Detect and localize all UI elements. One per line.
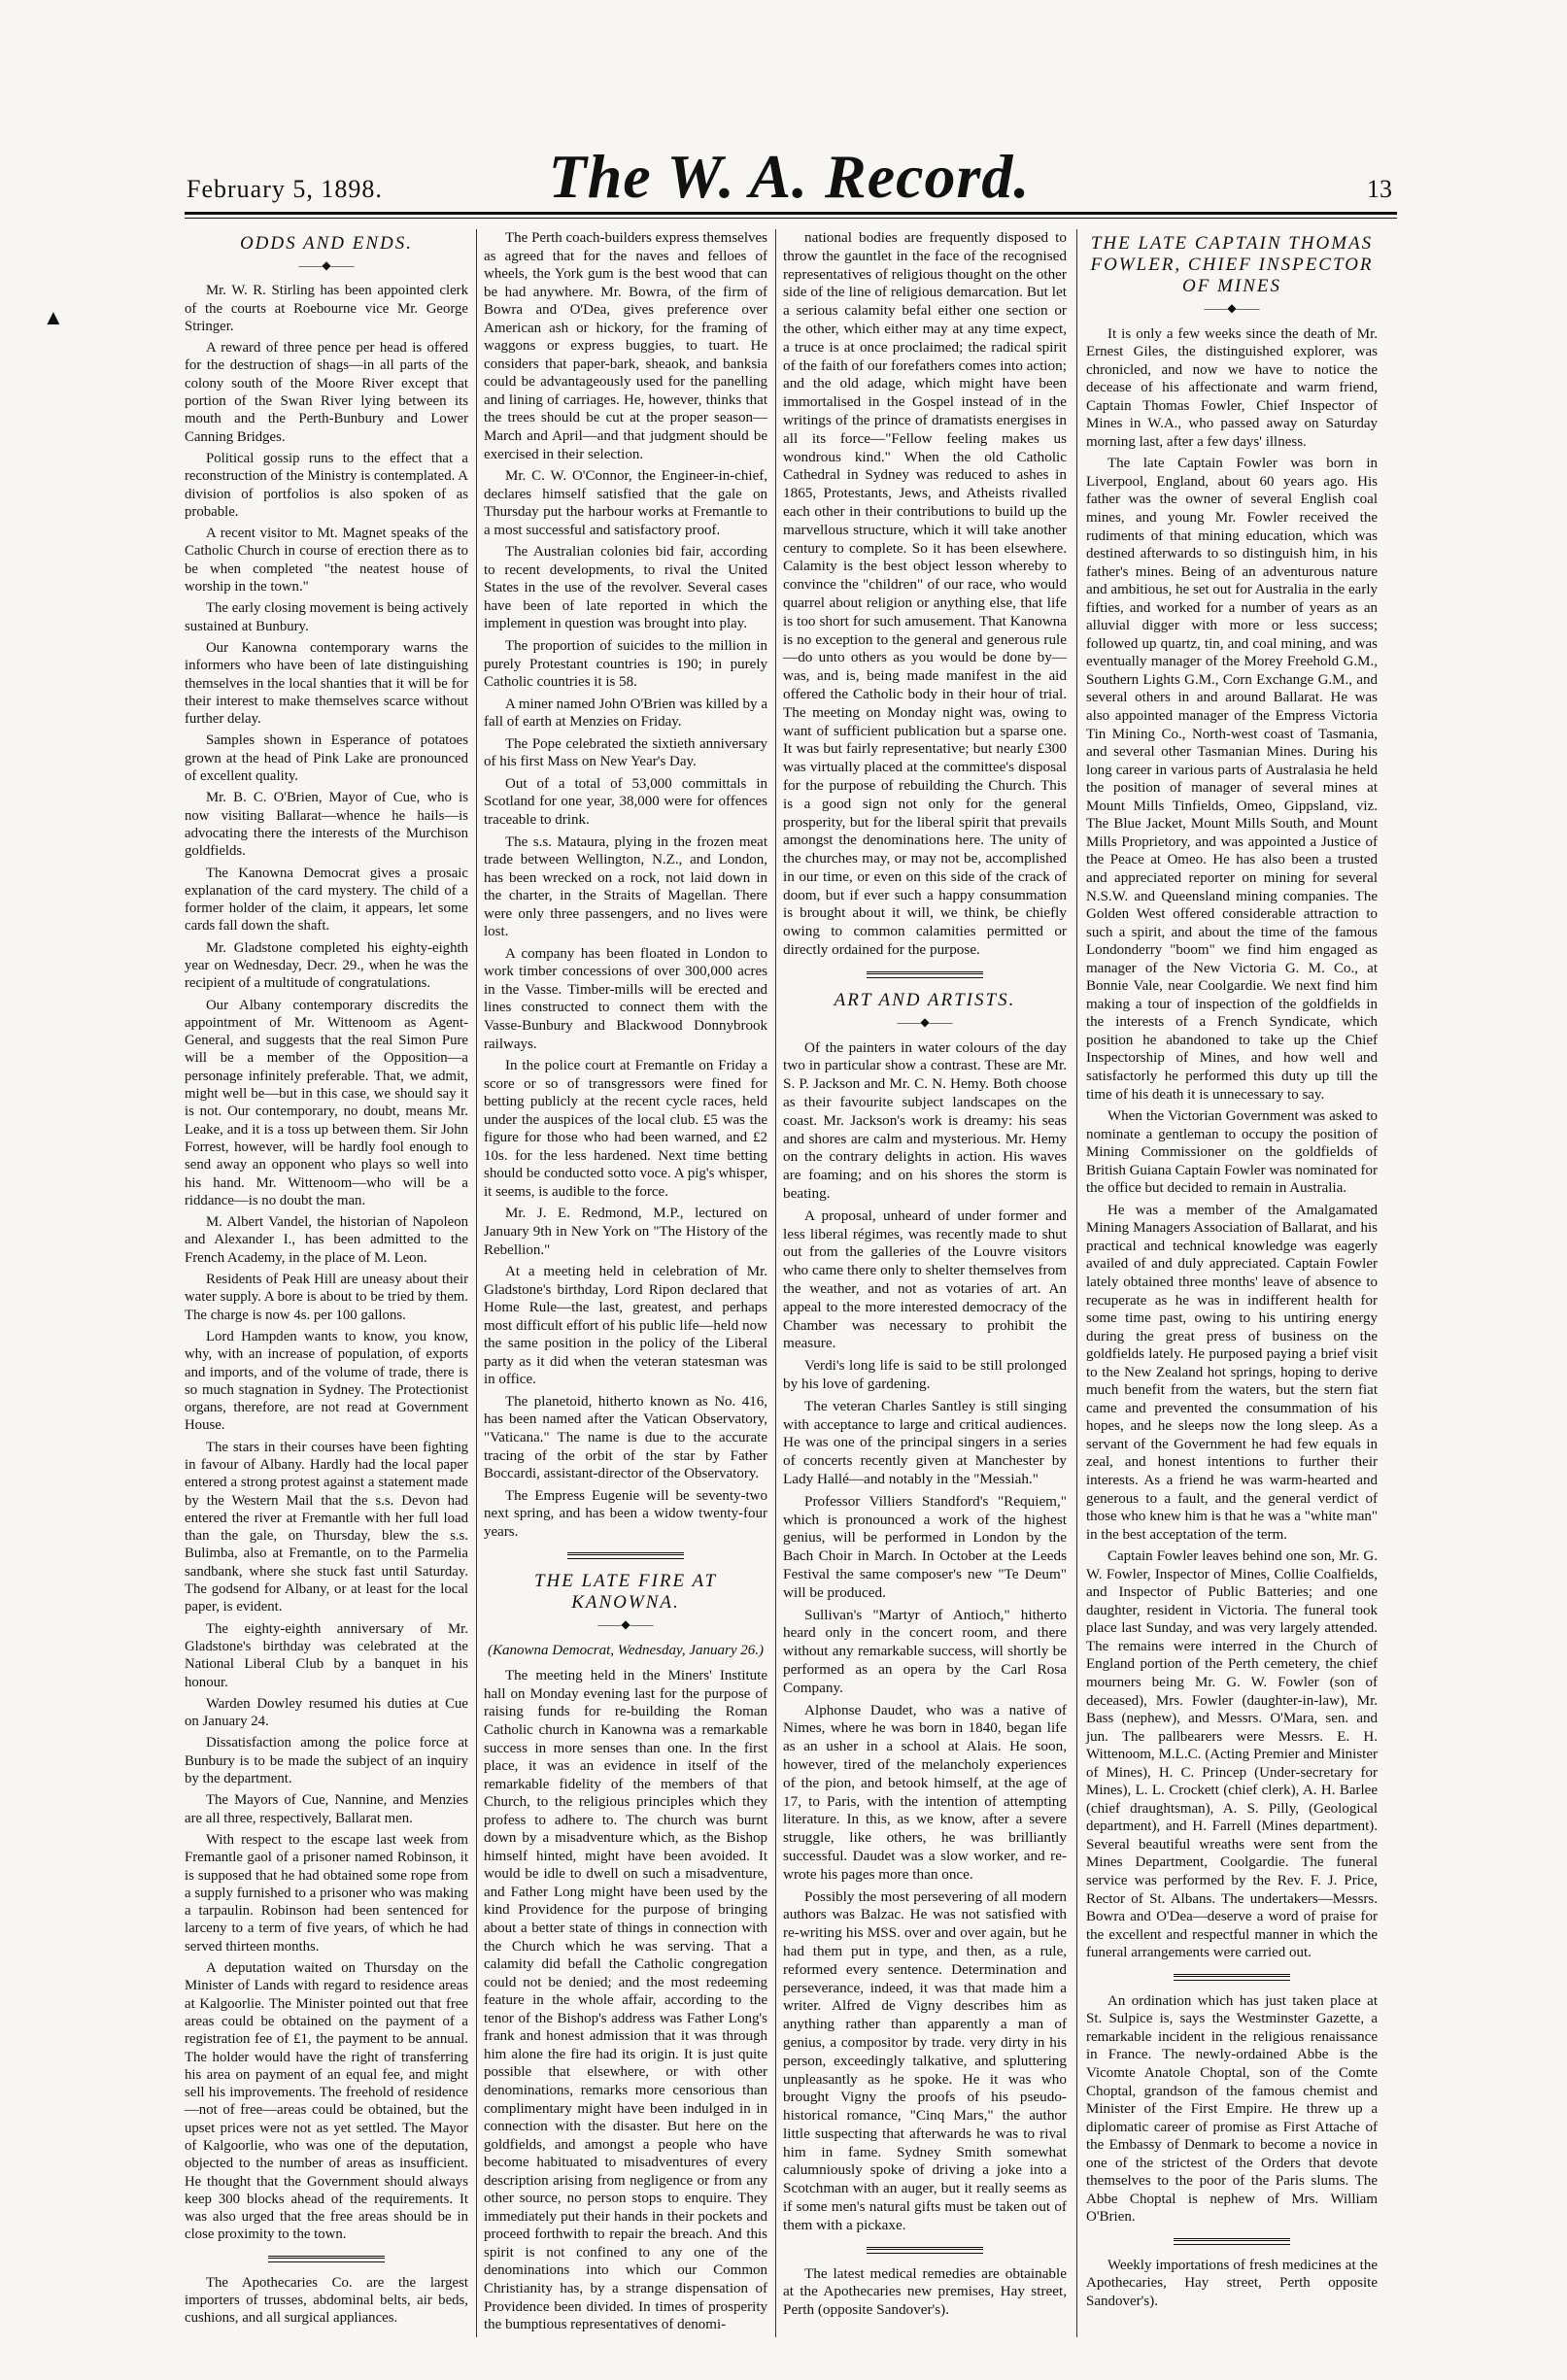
section-separator	[867, 2247, 983, 2254]
article-paragraph: Dissatisfaction among the police force at Bunbury is to be made the subject of an inquiry by the department.	[185, 1735, 468, 1787]
article-paragraph: It is only a few weeks since the death of Mr. Ernest Giles, the distinguished explorer, was chronicled, and now we have to notice the decease of his affectionate and warm friend, Captain Thomas Fowler, Chief Inspector of Mines in W.A., who passed away on Saturday morning last, after a few days' illness.	[1086, 325, 1378, 450]
masthead-rule	[185, 212, 1397, 215]
section-separator	[1174, 1974, 1290, 1981]
section-separator	[867, 971, 983, 978]
section-heading: ART AND ARTISTS.	[834, 989, 1016, 1010]
article-paragraph: The early closing movement is being actively sustained at Bunbury.	[185, 600, 468, 634]
page-number: 13	[1367, 175, 1392, 203]
masthead	[187, 142, 1392, 211]
article-paragraph: Of the painters in water colours of the day two in particular show a contrast. These are Mr. S. P. Jackson and Mr. C. N. Hemy. Both choose as their favourite subject landscapes on the coast. Mr. Jackson's work is dreamy: his seas and shores are calm and mysterious. Mr. Hemy on the contrary delights in action. His waves are foaming; and on his shores the storm is beating.	[783, 1038, 1067, 1203]
newspaper-title: The W. A. Record.	[548, 142, 1031, 211]
article-paragraph: Residents of Peak Hill are uneasy about their water supply. A bore is about to be tried by them. The charge is now 4s. per 100 gallons.	[185, 1272, 468, 1323]
article-paragraph: Captain Fowler leaves behind one son, Mr. G. W. Fowler, Inspector of Mines, Collie Coalfields, and Inspector of Public Batteries; and one daughter, resident in Victoria. The funeral took place last Sunday, and was very largely attended. The remains were interred in the Church of England portion of the Perth cemetery, the chief mourners being Mr. G. W. Fowler (son of deceased), Mrs. Fowler (daughter-in-law), Mr. Bass (nephew), and Messrs. O'Mara, sen. and jun. The pallbearers were Messrs. E. H. Wittenoom, M.L.C. (Acting Premier and Minister of Mines), H. C. Princep (Under-secretary for Mines), L. L. Crockett (chief clerk), A. H. Barlee (chief draughtsman), A. S. Pilly, (Geological department), and H. Farrell (Mines department). Several beautiful wreaths were sent from the Mines Department, Coolgardie. The funeral service was performed by the Rev. F. J. Price, Rector of St. Albans. The undertakers—Messrs. Bowra and O'Dea—deserve a word of praise for the excellent and respectful manner in which the funeral arrangements were carried out.	[1086, 1548, 1378, 1961]
article-paragraph: Samples shown in Esperance of potatoes grown at the head of Pink Lake are pronounced of excellent quality.	[185, 732, 468, 785]
section-separator	[567, 1552, 684, 1559]
article-paragraph: Mr. B. C. O'Brien, Mayor of Cue, who is now visiting Ballarat—whence he hails—is advocating there the interests of the Murchison goldfields.	[185, 790, 468, 860]
article-paragraph: Our Albany contemporary discredits the appointment of Mr. Wittenoom as Agent-General, and suggests that the real Simon Pure will be a member of the Opposition—a personage infinitely preferable. That, we admit, might well be—but in this case, we should say it is not. Our contemporary, no doubt, means Mr. Leake, and it is a toss up between them. Sir John Forrest, however, will be hardly fool enough to send away an opponent who plays so well into his hand. Mr. Wittenoom—who will be a riddance—is no doubt the man.	[185, 997, 468, 1208]
article-paragraph: Warden Dowley resumed his duties at Cue on January 24.	[185, 1695, 468, 1730]
article-paragraph: Our Kanowna contemporary warns the informers who have been of late distinguishing themselves in the local shanties that it will be for their interest to make themselves scarce without further delay.	[185, 639, 468, 728]
article-paragraph: The s.s. Mataura, plying in the frozen meat trade between Wellington, N.Z., and London, has been wrecked on a rock, not laid down in the charter, in the Straits of Magellan. There were only three passengers, and no lives were lost.	[484, 833, 767, 940]
article-paragraph: In the police court at Fremantle on Friday a score or so of transgressors were fined for betting publicly at the recent cycle races, held under the auspices of the local club. £5 was the figure for those who had been warned, and £2 10s. for the less hardened. Next time betting should be conducted sotto voce. A pig's whisper, it seems, is audible to the force.	[484, 1058, 767, 1200]
article-source: (Kanowna Democrat, Wednesday, January 26.)	[488, 1642, 764, 1658]
article-paragraph: The Australian colonies bid fair, according to recent developments, to rival the United States in the use of the revolver. Several cases have been of late reported in which the implement in question was brought into play.	[484, 544, 767, 632]
article-paragraph: Lord Hampden wants to know, you know, why, with an increase of population, of exports and imports, and of the volume of trade, there is so much stagnation in Sydney. The Protectionist organs, therefore, are not read at Government House.	[185, 1328, 468, 1434]
article-paragraph: Mr. Gladstone completed his eighty-eighth year on Wednesday, Decr. 29., when he was the recipient of a multitude of congratulations.	[185, 939, 468, 992]
article-paragraph: The veteran Charles Santley is still singing with acceptance to large and critical audiences. He was one of the principal singers in a series of concerts recently given at Manchester by Lady Hallé—and notably in the "Messiah."	[783, 1397, 1067, 1487]
section-heading: ODDS AND ENDS.	[239, 233, 414, 254]
article-paragraph: A miner named John O'Brien was killed by a fall of earth at Menzies on Friday.	[484, 696, 767, 731]
article-paragraph: He was a member of the Amalgamated Mining Managers Association of Ballarat, and his practical and technical knowledge was eagerly availed of and duly appreciated. Captain Fowler lately obtained three months' leave of absence to recuperate as he was in indifferent health for some time past, owing to his untiring energy during the great press of business on the goldfields lately. He purposed paying a brief visit to the New Zealand hot springs, hoping to derive much benefit from the waters, but the stern fiat came and prevented the consummation of his hopes, and he sleeps now the long sleep. As a servant of the Government he had few equals in zeal, and honest intentions to further their interests. As a friend he was warm-hearted and generous to a fault, and the general verdict of those who knew him is that he was a "white man" in the best acceptation of the term.	[1086, 1202, 1378, 1543]
article-paragraph: Mr. J. E. Redmond, M.P., lectured on January 9th in New York on "The History of the Rebellion."	[484, 1206, 767, 1258]
ornament-divider: ——◆——	[897, 1014, 953, 1029]
article-paragraph: The Mayors of Cue, Nannine, and Menzies are all three, respectively, Ballarat men.	[185, 1792, 468, 1826]
column-1	[185, 229, 468, 2331]
section-separator	[1174, 2238, 1290, 2245]
article-paragraph: The eighty-eighth anniversary of Mr. Gladstone's birthday was celebrated at the National Liberal Club by a banquet in his honour.	[185, 1620, 468, 1690]
ornament-divider: ——◆——	[597, 1617, 654, 1632]
article-paragraph: Out of a total of 53,000 committals in Scotland for one year, 38,000 were for offences traceable to drink.	[484, 775, 767, 828]
article-paragraph: When the Victorian Government was asked to nominate a gentleman to occupy the position of Mining Commissioner on the goldfields of British Guiana Captain Fowler was nominated for the office but decided to remain in Australia.	[1086, 1108, 1378, 1197]
article-paragraph: The latest medical remedies are obtainable at the Apothecaries new premises, Hay street, Perth (opposite Sandover's).	[783, 2264, 1067, 2319]
section-separator	[268, 2256, 385, 2262]
article-paragraph: Alphonse Daudet, who was a native of Nimes, where he was born in 1840, began life as an usher in a school at Alais. He soon, however, tired of the melancholy experiences of the pion, and betook himself, at the age of 17, to Paris, with the intention of attempting literature. In this, as we know, after a severe struggle, like others, he was brilliantly successful. Daudet was a slow worker, and re-wrote his pages more than once.	[783, 1701, 1067, 1883]
article-paragraph: The meeting held in the Miners' Institute hall on Monday evening last for the purpose of raising funds for re-building the Roman Catholic church in Kanowna was a remarkable success in more senses than one. In the first place, it was an evidence in itself of the remarkable fidelity of the members of that Church, to the religious principles which they profess to adhere to. The church was burnt down by a misadventure which, as the Bishop himself hinted, might have been avoided. It would be idle to dwell on such a misadventure, and Father Long might have been used by the kind Providence for the purpose of bringing about a better state of things in connection with the Church which he was serving. That a calamity did befall the Catholic congregation could not be denied; and the most redeeming feature in the whole affair, according to the tenor of the Bishop's address was Father Long's frank and honest admission that it was through him alone the fire had its origin. It is just quite possible that elsewhere, or with other denominations, remarks more censorious than complimentary might have been indulged in in connection with the disaster. But here on the goldfields, and amongst a people who have become habituated to misadventures of every description arising from negligence or from any other source, no person stops to enquire. They immediately put their hands in their pockets and proceed forthwith to repair the breach. And this spirit is not confined to any one of the denominations into which our Common Christianity has, by a strange dispensation of Providence been divided. In times of prosperity the bumptious representatives of denomi-	[484, 1668, 767, 2333]
section-heading: THE LATE FIRE AT KANOWNA.	[533, 1571, 718, 1614]
article-paragraph: Mr. C. W. O'Connor, the Engineer-in-chief, declares himself satisfied that the gale on Thursday put the harbour works at Fremantle to a most successful and satisfactory proof.	[484, 468, 767, 538]
article-paragraph: Sullivan's "Martyr of Antioch," hitherto heard only in the concert room, and there without any remarkable success, will shortly be performed as an opera by the Carl Rosa Company.	[783, 1606, 1067, 1696]
article-paragraph: The Apothecaries Co. are the largest importers of trusses, abdominal belts, air beds, cushions, and all surgical appliances.	[185, 2274, 468, 2327]
article-paragraph: An ordination which has just taken place at St. Sulpice is, says the Westminster Gazette, a remarkable incident in the religious renaissance in France. The newly-ordained Abbe is the Vicomte Anatole Choptal, son of the Comte Choptal, grandson of the famous chemist and Minister of the First Empire. He threw up a diplomatic career of promise as First Attache of the Embassy of Denmark to become a novice in one of the strictest of the Orders that devote themselves to the poor of the Paris slums. The Abbe Choptal is nephew of Mrs. William O'Brien.	[1086, 1992, 1378, 2226]
column-divider	[775, 229, 776, 2337]
article-paragraph: The Pope celebrated the sixtieth anniversary of his first Mass on New Year's Day.	[484, 735, 767, 770]
column-divider	[476, 229, 477, 2337]
ornament-divider: ——◆——	[298, 258, 355, 272]
article-paragraph: At a meeting held in celebration of Mr. Gladstone's birthday, Lord Ripon declared that Home Rule—the last, greatest, and perhaps most difficult effort of his public life—held now the same position in the policy of the Liberal party as it did when the veteran statesman was in office.	[484, 1264, 767, 1388]
article-paragraph: The late Captain Fowler was born in Liverpool, England, about 60 years ago. His father was the owner of several English coal mines, and young Mr. Fowler received the rudiments of that mining education, which was destined afterwards to so distinguish him, in his father's mines. Being of an adventurous nature and ambitious, he set out for Australia in the early fifties, and worked for a number of years as an alluvial digger with more or less success; followed up quartz, tin, and coal mining, and was eventually manager of the Morey Freehold G.M., Southern Lights G.M., Corn Exchange G.M., and several others in and around Ballarat. He was also appointed manager of the Empress Victoria Tin Mining Co., North-west coast of Tasmania, and several other Tasmanian Mines. During his long career in various parts of Australasia he held the position of manager of several mines at Mount Mills Tinfields, Omeo, Gippsland, viz. The Blue Jacket, Mount Mills South, and Mount Mills Proprietory, and was appointed a Justice of the Peace at Omeo. He has also been a trusted and appreciated reporter on mining for several N.S.W. and Queensland mining companies. The Golden West offered considerable attraction to such a spirit, and about the time of the famous Londonderry "boom" we find him engaged as manager of the New Victoria G. M. Co., at Bonnie Vale, near Coolgardie. We next find him making a tour of inspection of the goldfields in the interests of a French Syndicate, which position he abandoned to take up the Chief Inspectorship of Mines, and how well and satisfactorly he performed this duty up till the time of his death it is unnecessary to say.	[1086, 456, 1378, 1103]
article-paragraph: A company has been floated in London to work timber concessions of over 300,000 acres in the Vasse. Timber-mills will be erected and lines constructed to connect them with the Vasse-Bunbury and Blackwood Donnybrook railways.	[484, 945, 767, 1052]
article-paragraph: The Kanowna Democrat gives a prosaic explanation of the card mystery. The child of a former holder of the claim, it appears, let some cards fall down the shaft.	[185, 865, 468, 935]
article-paragraph: The Empress Eugenie will be seventy-two next spring, and has been a widow twenty-four years.	[484, 1487, 767, 1540]
article-paragraph: A reward of three pence per head is offered for the destruction of shags—in all parts of the colony south of the Moore River except that portion of the Swan River lying between its mouth and the Perth-Bunbury and Lower Canning Bridges.	[185, 340, 468, 445]
article-paragraph: The proportion of suicides to the million in purely Protestant countries is 190; in purely Catholic countries it is 58.	[484, 638, 767, 691]
article-paragraph: Possibly the most persevering of all modern authors was Balzac. He was not satisfied with re-writing his MSS. over and over again, but he had them put in type, and then, as a rule, reformed every sentence. Determination and perseverance, indeed, it was that made him a writer. Alfred de Vigny describes him as anything rather than apparently a man of genius, a compositor by trade. very dirty in his person, exceedingly talkative, and spluttering unpleasantly as he spoke. He it was who brought Vigny the proofs of his pseudo-historical romance, "Cinq Mars," the author little suspecting that afterwards he was to rival him in fame. Sydney Smith somewhat calumniously spoke of driving a joke into a Scotchman with an auger, but it really seems as if some men's natural gifts must be taken out of them with a pickaxe.	[783, 1887, 1067, 2233]
column-divider	[1076, 229, 1077, 2337]
margin-mark: ▲	[43, 305, 64, 329]
column-4	[1086, 229, 1378, 2315]
article-paragraph: The Perth coach-builders express themselves as agreed that for the naves and felloes of wheels, the York gum is the best wood that can be had anywhere. Mr. Bowra, of the firm of Bowra and O'Dea, gives preference over American ash or hickory, for the framing of waggons or express buggies, to tuart. He considers that paper-bark, sheaok, and banksia could be advantageously used for the panelling and lining of carriages. He, however, thinks that the trees should be cut at the proper season—March and April—and that judgment should be exercised in their selection.	[484, 230, 767, 462]
article-paragraph: Political gossip runs to the effect that a reconstruction of the Ministry is contemplated. A division of portfolios is also spoken of as probable.	[185, 450, 468, 520]
article-paragraph: M. Albert Vandel, the historian of Napoleon and Alexander I., has been admitted to the French Academy, in the place of M. Leon.	[185, 1214, 468, 1266]
article-paragraph: Weekly importations of fresh medicines at the Apothecaries, Hay street, Perth opposite Sandover's).	[1086, 2257, 1378, 2309]
article-paragraph: national bodies are frequently disposed to throw the gauntlet in the face of the recognised representatives of religious thought on the other side of the line of religious demarcation. But let a serious calamity befal either one section or the other, which either may at any time expect, a truce is at once proclaimed; the radical spirit of the faith of our forefathers comes into action; and the old adage, which might have been immortalised in the Gospel instead of in the writings of the prince of dramatists energises in all its force—"Fellow feeling makes us wondrous kind." When the old Catholic Cathedral in Sydney was reduced to ashes in 1865, Protestants, Jews, and Atheists rivalled each other in their contributions to build up the marvellous structure, which it will take another century to complete. So it has been elsewhere. Calamity is the best object lesson whereby to convince the "children" of our race, who would quarrel about religion or anything else, that life is too short for such amusement. That Kanowna is no exception to the general and generous rule—do unto others as you would be done by—was, and is, being made manifest in the aid offered the Catholic body in their hour of trial. The meeting on Monday night was, owing to want of sufficient publication but a sparse one. It was but fairly representative; but nearly £300 was virtually placed at the committee's disposal for the purpose of rebuilding the Church. This is a good sign not only for the general prosperity, but for the liberal spirit that prevails amongst the denominations here. The unity of the churches may, or may not be, accomplished in our time, or even on this side of the crack of doom, but if ever such a happy consummation is brought about it will, we think, be chiefly owing to common calamities permitted or directly ordained for the purpose.	[783, 229, 1067, 959]
article-paragraph: The planetoid, hitherto known as No. 416, has been named after the Vatican Observatory, "Vaticana." The name is due to the accurate tracing of the orbit of the star by Father Boccardi, assistant-director of the Observatory.	[484, 1393, 767, 1482]
article-paragraph: With respect to the escape last week from Fremantle gaol of a prisoner named Robinson, it is supposed that he had obtained some rope from a supply furnished to a prisoner who was making a tarpaulin. Robinson had been sentenced for larceny to a term of five years, of which he had served thirteen months.	[185, 1831, 468, 1955]
article-paragraph: A proposal, unheard of under former and less liberal régimes, was recently made to shut out from the galleries of the Louvre visitors who came there only to shelter themselves from the weather, and not as votaries of art. An appeal to the more interested democracy of the Chamber was necessary to prohibit the measure.	[783, 1207, 1067, 1352]
article-paragraph: Verdi's long life is said to be still prolonged by his love of gardening.	[783, 1357, 1067, 1393]
column-2	[484, 229, 767, 2338]
section-heading: THE LATE CAPTAIN THOMAS FOWLER, CHIEF INSPECTOR OF MINES	[1090, 233, 1374, 296]
issue-date: February 5, 1898.	[187, 175, 383, 203]
article-paragraph: A recent visitor to Mt. Magnet speaks of the Catholic Church in course of erection there as to be when completed "the neatest house of worship in the town."	[185, 526, 468, 595]
article-paragraph: Mr. W. R. Stirling has been appointed clerk of the courts at Roebourne vice Mr. George Stringer.	[185, 283, 468, 334]
article-paragraph: The stars in their courses have been fighting in favour of Albany. Hardly had the local paper entered a strong protest against a statement made by the Western Mail that the s.s. Devon had entered the river at Fremantle with her full load than the gale, on Thursday, blew the s.s. Bulimba, also at Fremantle, on to the Parmelia sandbank, where she stuck fast until Saturday. The godsend for Albany, or at least for the local paper, is evident.	[185, 1439, 468, 1615]
article-paragraph: A deputation waited on Thursday on the Minister of Lands with regard to residence areas at Kalgoorlie. The Minister pointed out that free areas could be obtained on the payment of a registration fee of £1, the payment to be annual. The holder would have the right of transferring his area on payment of an equal fee, and might sell his improvements. The freehold of residence—not of free—areas could be obtained, but the upset prices were not as yet settled. The Mayor of Kalgoorlie, who was one of the deputation, objected to the number of areas as insufficient. He thought that the Government should always keep 300 blocks ahead of the requirements. It was also urged that the free areas should be in close proximity to the town.	[185, 1960, 468, 2243]
article-paragraph: Professor Villiers Standford's "Requiem," which is pronounced a work of the highest genius, will be performed in London by the Bach Choir in March. In October at the Leeds Festival the same composer's new "Te Deum" will be produced.	[783, 1492, 1067, 1601]
masthead-rule-thin	[185, 218, 1397, 219]
column-3	[783, 229, 1067, 2324]
ornament-divider: ——◆——	[1204, 301, 1260, 315]
